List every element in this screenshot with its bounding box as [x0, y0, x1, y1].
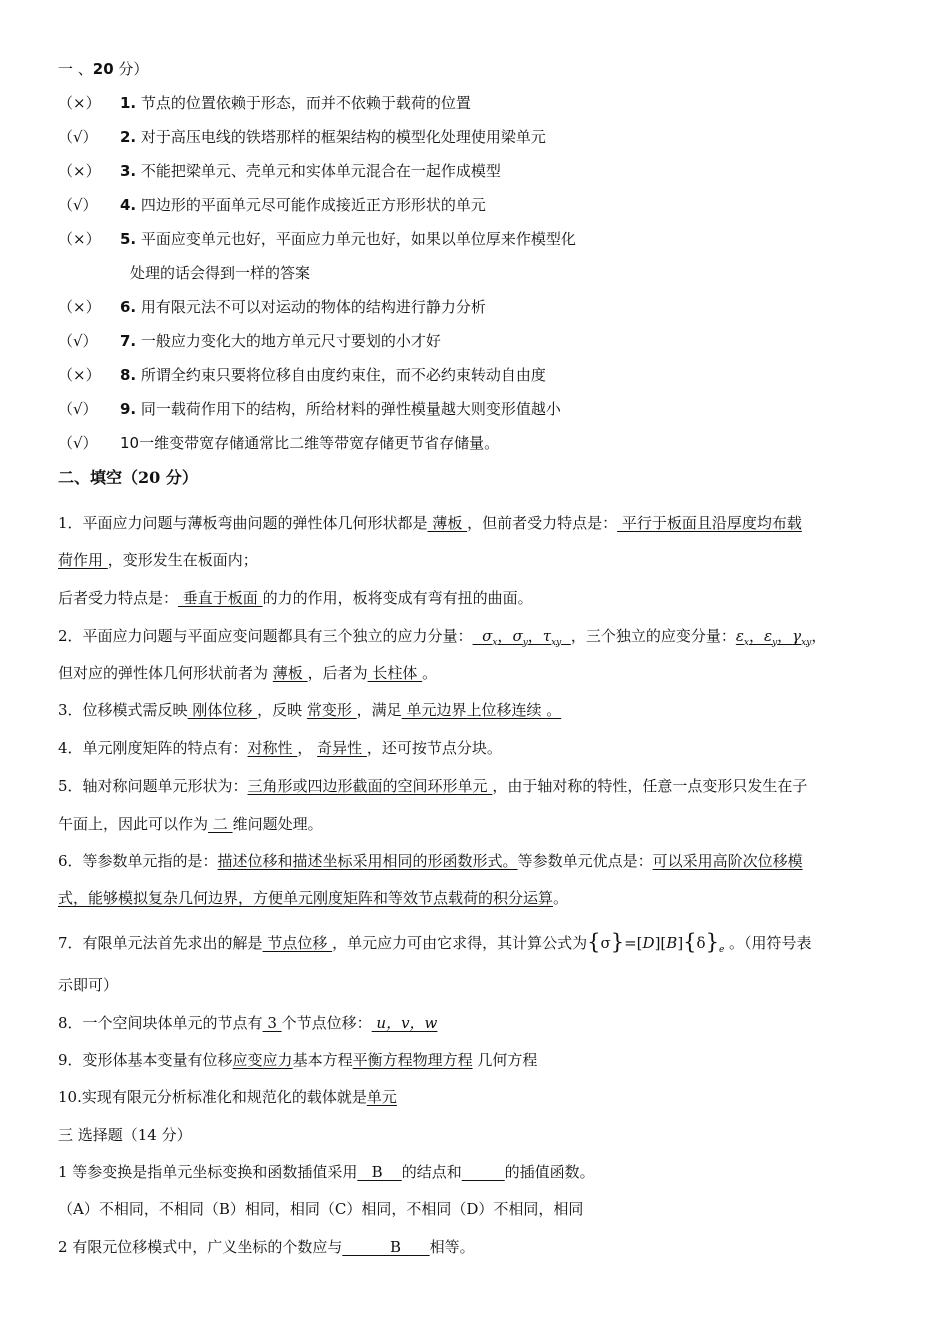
choice-q1	[58, 1161, 595, 1183]
tf-item-2	[58, 126, 546, 148]
answer-blank: 对称性	[247, 739, 298, 757]
tf-item-1	[58, 92, 471, 114]
tf-mark: （√）	[58, 400, 98, 418]
answer-blank: 应变应力	[232, 1051, 293, 1069]
section1-heading-prefix: 一 、	[58, 60, 93, 78]
text: 午面上，因此可以作为	[58, 815, 209, 833]
text: 3．位移模式需反映	[58, 701, 188, 719]
fill-q9	[58, 1049, 537, 1071]
tf-text: 不能把梁单元、壳单元和实体单元混合在一起作成模型	[136, 162, 501, 180]
text: ，后者为	[307, 664, 368, 682]
stress-components: $\sigma_x$，$\sigma_y$，$\tau_{xy}$	[482, 627, 562, 648]
section3-heading: 三 选择题（14 分）	[58, 1126, 192, 1144]
fill-q1-line3	[58, 587, 533, 609]
text: ，变形发生在板面内；	[107, 551, 258, 569]
tf-item-7	[58, 330, 441, 352]
section2-heading: 二、填空（20 分）	[58, 468, 198, 487]
text: 的结点和	[401, 1163, 462, 1181]
text: 4．单元刚度矩阵的特点有：	[58, 739, 248, 757]
fill-q7-line1	[58, 931, 812, 961]
answer-blank: 荷作用	[58, 551, 108, 569]
tf-text: 用有限元法不可以对运动的物体的结构进行静力分析	[136, 298, 486, 316]
text: 个节点位移：	[281, 1014, 372, 1032]
fill-q8	[58, 1012, 437, 1034]
text: 。	[553, 889, 569, 907]
choice-q2	[58, 1236, 475, 1258]
text: 2．平面应力问题与平面应变问题都具有三个独立的应力分量：	[58, 627, 473, 645]
text: 示即可）	[58, 976, 119, 994]
fill-q2-line2	[58, 662, 437, 684]
tf-number: 6.	[120, 298, 137, 316]
tf-number: 5.	[120, 230, 137, 248]
tf-text: 一般应力变化大的地方单元尺寸要划的小才好	[136, 332, 441, 350]
stress-formula: $\{\sigma\}=[D][B]\{\delta\}_e$	[587, 930, 725, 955]
tf-number: 1.	[120, 94, 137, 112]
text: 10.实现有限元分析标准化和规范化的载体就是	[58, 1088, 367, 1106]
tf-item-8	[58, 364, 546, 386]
fill-q5-line1	[58, 775, 807, 797]
answer-blank: 二	[208, 815, 233, 833]
answer-blank: 单元边界上位移连续 。	[401, 701, 562, 719]
text: 。（用符号表	[724, 934, 812, 952]
answer-blank: 三角形或四边形截面的空间环形单元	[247, 777, 493, 795]
tf-number: 9.	[120, 400, 137, 418]
text: 5．轴对称问题单元形状为：	[58, 777, 248, 795]
tf-mark: （√）	[58, 196, 98, 214]
text: ，但前者受力特点是：	[467, 514, 618, 532]
answer-blank: 3	[262, 1014, 282, 1032]
tf-number: 3.	[120, 162, 137, 180]
answer-blank: 垂直于板面	[178, 589, 263, 607]
text: 的力的作用，板将变成有弯有扭的曲面。	[262, 589, 533, 607]
answer-blank: 式，能够模拟复杂几何边界，方便单元刚度矩阵和等效节点载荷的积分运算	[58, 889, 554, 907]
fill-q4	[58, 737, 502, 759]
answer-blank: 可以采用高阶次位移模	[652, 852, 803, 870]
answer-blank: u，v，w	[371, 1014, 438, 1032]
text: ，	[297, 739, 318, 757]
answer-blank: 常变形	[306, 701, 357, 719]
answer-blank: B	[342, 1238, 430, 1256]
tf-text: 所谓全约束只要将位移自由度约束住，而不必约束转动自由度	[136, 366, 546, 384]
answer-blank: 长柱体	[367, 664, 423, 682]
tf-mark: （√）	[58, 434, 98, 452]
answer-blank: 薄板	[427, 514, 468, 532]
tf-number: 8.	[120, 366, 137, 384]
answer-blank: 节点位移	[262, 934, 333, 952]
text: 相等。	[429, 1238, 475, 1256]
tf-mark: （×）	[58, 162, 101, 180]
section1-heading-score: 20	[92, 60, 114, 78]
tf-mark: （×）	[58, 94, 101, 112]
text: 的插值函数。	[504, 1163, 595, 1181]
text: ，三个独立的应变分量：	[570, 627, 736, 645]
tf-mark: （×）	[58, 298, 101, 316]
tf-item-10	[58, 432, 499, 454]
text: 但对应的弹性体几何形状前者为	[58, 664, 273, 682]
text: 6．等参数单元指的是：	[58, 852, 218, 870]
text: 维问题处理。	[232, 815, 323, 833]
text: ，满足	[356, 701, 402, 719]
tf-item-3	[58, 160, 501, 182]
section1-heading-suffix: 分）	[113, 60, 149, 78]
fill-q7-line2	[58, 974, 118, 996]
strain-components: $\varepsilon_x$，$\varepsilon_y$，$\gamma_{xy}$	[735, 627, 812, 648]
answer-blank	[462, 1163, 505, 1181]
text: 等参数单元优点是：	[517, 852, 653, 870]
tf-text: 同一载荷作用下的结构，所给材料的弹性模量越大则变形值越小	[136, 400, 561, 418]
fill-q2-line1	[58, 625, 826, 654]
text: 1．平面应力问题与薄板弯曲问题的弹性体几何形状都是	[58, 514, 428, 532]
tf-text: 节点的位置依赖于形态，而并不依赖于载荷的位置	[136, 94, 471, 112]
answer-blank: B	[357, 1163, 402, 1181]
tf-mark: （√）	[58, 332, 98, 350]
text: 几何方程	[472, 1051, 538, 1069]
text: 2 有限元位移模式中，广义坐标的个数应与	[58, 1238, 343, 1256]
fill-q3	[58, 699, 561, 721]
text: ，由于轴对称的特性，任意一点变形只发生在子	[492, 777, 808, 795]
tf-number: 7.	[120, 332, 137, 350]
tf-item-4	[58, 194, 486, 216]
text: ，还可按节点分块。	[366, 739, 502, 757]
fill-q5-line2	[58, 813, 323, 835]
answer-blank: 刚体位移	[187, 701, 258, 719]
tf-number: 4.	[120, 196, 137, 214]
text: 后者受力特点是：	[58, 589, 179, 607]
tf-text: 处理的话会得到一样的答案	[130, 264, 311, 282]
text: 8．一个空间块体单元的节点有	[58, 1014, 263, 1032]
text: ，反映	[257, 701, 307, 719]
tf-item-5-continuation	[58, 262, 310, 284]
fill-q1-line2	[58, 549, 258, 571]
answer-blank: 平行于板面且沿厚度均布载	[617, 514, 802, 532]
answer-blank: 平衡方程物理方程	[352, 1051, 473, 1069]
section1-heading	[58, 58, 148, 80]
text: 。	[422, 664, 438, 682]
text: ，	[811, 627, 827, 645]
tf-text: 四边形的平面单元尽可能作成接近正方形形状的单元	[136, 196, 486, 214]
tf-number: 10	[120, 434, 140, 452]
text: 1 等参变换是指单元坐标变换和函数插值采用	[58, 1163, 358, 1181]
tf-item-6	[58, 296, 486, 318]
tf-mark: （√）	[58, 128, 98, 146]
answer-blank: 单元	[366, 1088, 397, 1106]
tf-text: 平面应变单元也好，平面应力单元也好，如果以单位厚来作模型化	[136, 230, 576, 248]
choice-q1-options: （A）不相同，不相同（B）相同，相同（C）相同，不相同（D）不相同，相同	[58, 1200, 584, 1218]
tf-number: 2.	[120, 128, 137, 146]
answer-blank: 描述位移和描述坐标采用相同的形函数形式。	[217, 852, 518, 870]
text: 9．变形体基本变量有位移	[58, 1051, 233, 1069]
fill-q1-line1	[58, 512, 802, 534]
text: 7．有限单元法首先求出的解是	[58, 934, 263, 952]
tf-mark: （×）	[58, 230, 101, 248]
tf-item-9	[58, 398, 561, 420]
tf-item-5	[58, 228, 576, 250]
tf-text: 一维变带宽存储通常比二维等带宽存储更节省存储量。	[139, 434, 500, 452]
fill-q6-line2	[58, 887, 568, 909]
tf-text: 对于高压电线的铁塔那样的框架结构的模型化处理使用梁单元	[136, 128, 546, 146]
fill-q10	[58, 1086, 397, 1108]
tf-mark: （×）	[58, 366, 101, 384]
text: 基本方程	[292, 1051, 353, 1069]
answer-blank: 奇异性	[317, 739, 367, 757]
answer-blank: 薄板	[272, 664, 308, 682]
text: ，单元应力可由它求得，其计算公式为	[332, 934, 588, 952]
fill-q6-line1	[58, 850, 803, 872]
